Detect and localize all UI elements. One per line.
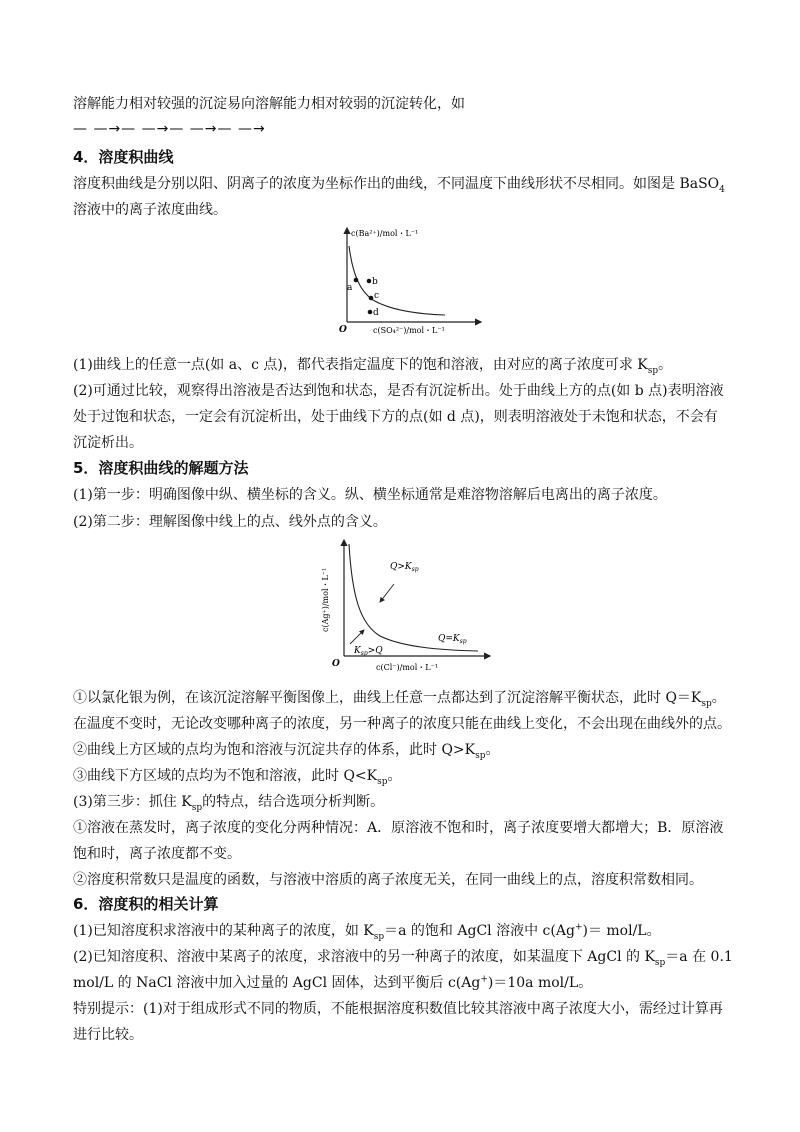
fig1-xlabel: c(SO₄²⁻)/mol・L⁻¹ (373, 326, 445, 335)
s6-example-2: (2)已知溶度积、溶液中某离子的浓度，求溶液中的另一种离子的浓度，如某温度下 AgCl 的 $K_{sp}=a$ 在 0.1 (73, 949, 733, 968)
agcl-curve-figure (318, 536, 493, 672)
point-b (367, 279, 372, 284)
label-b: b (372, 277, 378, 287)
s5-detail-1b: 饱和时，离子浓度都不变。 (73, 846, 241, 862)
s6-tip-1: 特别提示：(1)对于组成形式不同的物质，不能根据溶度积数值比较其溶液中离子浓度大小，需经过计算再 (73, 1001, 723, 1017)
s4-paragraph-1b: 溶液中的离子浓度曲线。 (73, 202, 227, 218)
point-a (354, 278, 359, 283)
upper-label: $Q>K_{sp}$ (390, 562, 419, 573)
s5-circle-1b: 在温度不变时，无论改变哪种离子的浓度，另一种离子的浓度只能在曲线上变化，不会出现在曲线外的点。 (73, 716, 731, 732)
section-6-title: 6．溶度积的相关计算 (73, 895, 219, 913)
label-c: c (374, 291, 380, 301)
upper-arrow (380, 584, 394, 602)
s5-detail-1: ①溶液在蒸发时，离子浓度的变化分两种情况：A．原溶液不饱和时，离子浓度要增大都增大；B．原溶液 (73, 820, 724, 836)
solubility-curve (349, 246, 445, 315)
fig2-xlabel: c(Cl⁻)/mol・L⁻¹ (376, 663, 439, 672)
curve-label: $Q=K_{sp}$ (438, 634, 467, 645)
s5-detail-2: ②溶度积常数只是温度的函数，与溶液中溶质的离子浓度无关，在同一曲线上的点，溶度积常数相同。 (73, 872, 703, 888)
s5-circle-3: ③曲线下方区域的点均为不饱和溶液，此时 $Q<K_{sp}$。 (73, 768, 402, 787)
lower-label: $K_{sp}>Q$ (354, 646, 383, 657)
s4-paragraph-1: 溶度积曲线是分别以阳、阴离子的浓度为坐标作出的曲线，不同温度下曲线形状不尽相同。如图是 BaSO$_4$ (73, 176, 725, 195)
s4-item-2b: 处于过饱和状态，一定会有沉淀析出，处于曲线下方的点(如 d 点)，则表明溶液处于未饱和状态，不会有 (73, 409, 718, 425)
fig2-ylabel: c(Ag⁺)/mol・L⁻¹ (321, 567, 330, 632)
s5-circle-2: ②曲线上方区域的点均为饱和溶液与沉淀共存的体系，此时 $Q>K_{sp}$。 (73, 742, 500, 761)
intro-text: 溶解能力相对较强的沉淀易向溶解能力相对较弱的沉淀转化，如 (73, 96, 465, 112)
s5-step-1: (1)第一步：明确图像中纵、横坐标的含义。纵、横坐标通常是难溶物溶解后电离出的离子浓度。 (73, 487, 667, 503)
s5-circle-1: ①以氯化银为例，在该沉淀溶解平衡图像上，曲线上任意一点都达到了沉淀溶解平衡状态，此时 $Q=K_{sp}$。 (73, 690, 726, 709)
s6-example-2b: mol/L 的 NaCl 溶液中加入过量的 AgCl 固体，达到平衡后 c(Ag+)＝10a mol/L。 (73, 974, 593, 991)
s6-tip-2: 进行比较。 (73, 1027, 143, 1043)
baso4-curve-figure (335, 222, 485, 340)
s5-step-2: (2)第二步：理解图像中线上的点、线外点的含义。 (73, 514, 387, 530)
conversion-arrows: — —→— —→— —→— —→ (73, 121, 266, 137)
section-5-title: 5．溶度积曲线的解题方法 (73, 459, 249, 477)
fig1-origin: O (339, 325, 347, 335)
s4-item-2: (2)可通过比较，观察得出溶液是否达到饱和状态，是否有沉淀析出。处于曲线上方的点(如 b 点)表明溶液 (73, 383, 724, 399)
section-4-title: 4．溶度积曲线 (73, 148, 174, 166)
fig2-origin: O (332, 659, 340, 669)
point-d (368, 310, 373, 315)
fig1-ylabel: c(Ba²⁺)/mol・L⁻¹ (351, 229, 419, 238)
point-c (369, 296, 374, 301)
s5-step-3: (3)第三步：抓住 $K_{sp}$的特点，结合选项分析判断。 (73, 794, 385, 813)
s4-item-1: (1)曲线上的任意一点(如 a、c 点)，都代表指定温度下的饱和溶液，由对应的离子浓度可求 $K_{sp}$。 (73, 357, 673, 376)
label-a: a (347, 283, 353, 293)
s6-example-1: (1)已知溶度积求溶液中的某种离子的浓度，如 $K_{sp}=a$ 的饱和 AgCl 溶液中 c(Ag+)＝ mol/L。 (73, 922, 661, 942)
label-d: d (373, 308, 379, 318)
s4-item-2c: 沉淀析出。 (73, 435, 143, 451)
lower-arrow (350, 630, 364, 644)
